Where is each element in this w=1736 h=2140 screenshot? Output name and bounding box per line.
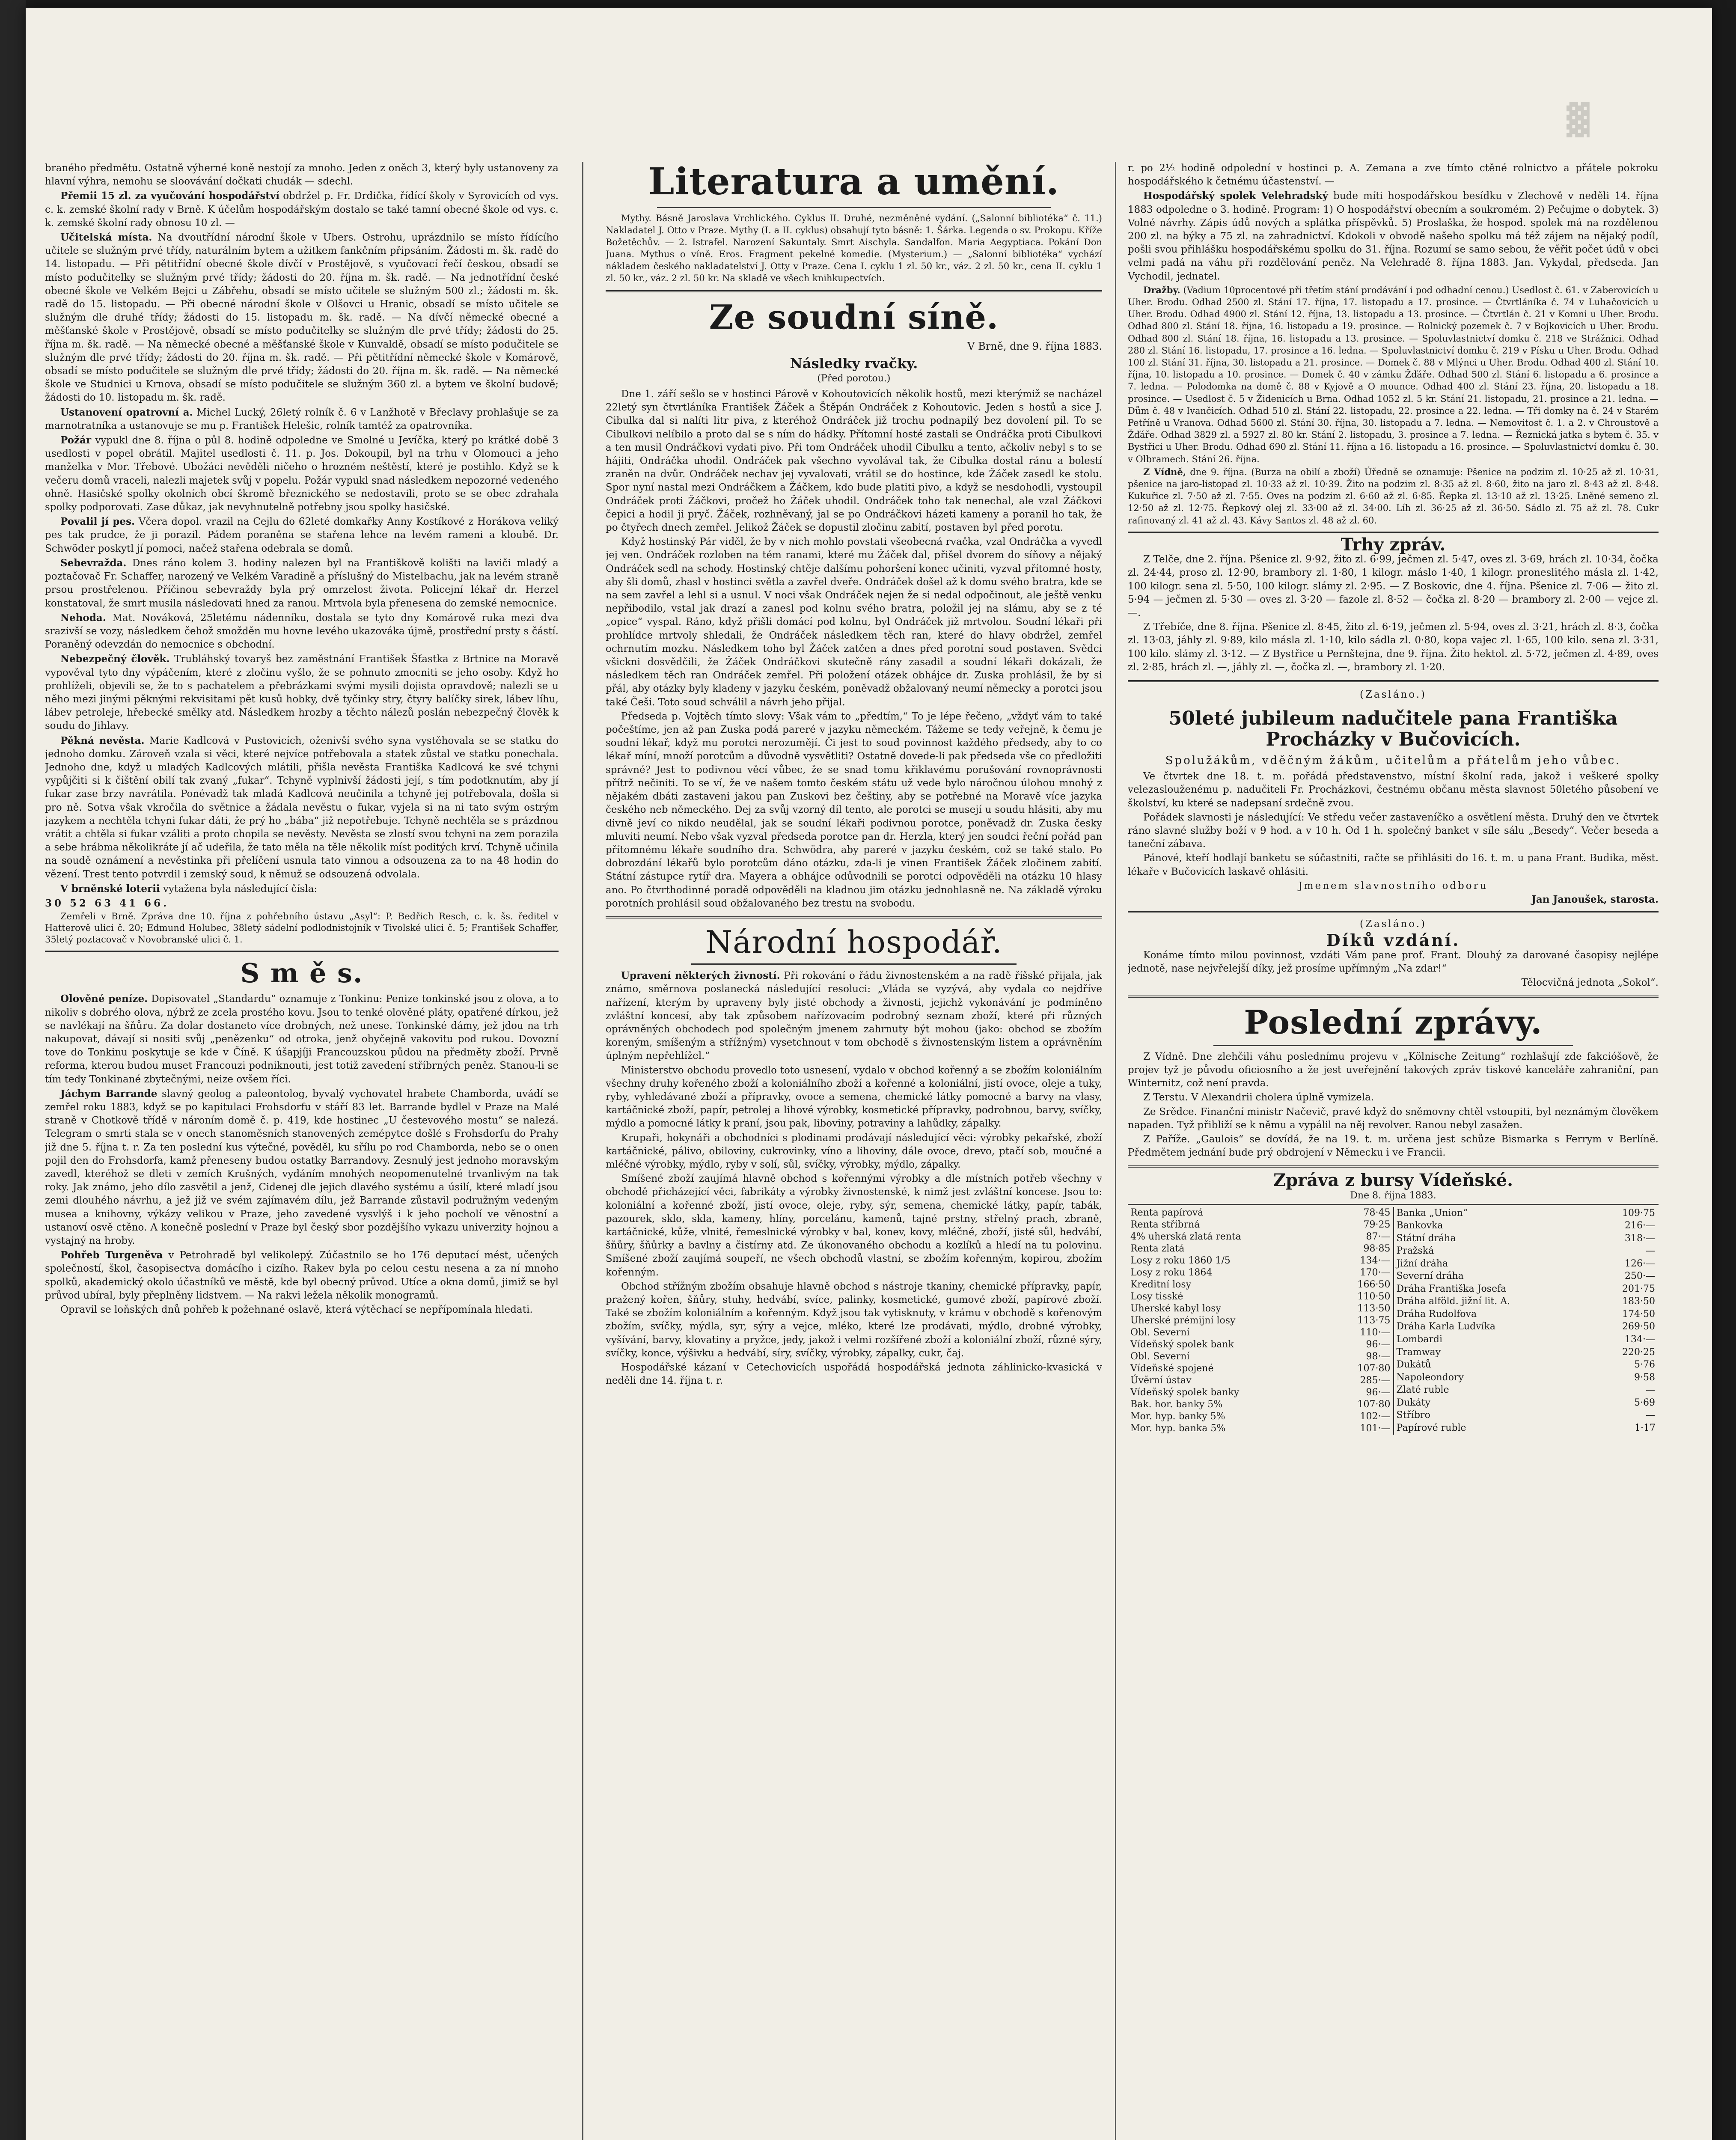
security-name: Dukátů [1396, 1359, 1431, 1370]
security-name: Papírové ruble [1396, 1422, 1466, 1433]
security-price: — [1646, 1245, 1655, 1257]
divider [606, 290, 1102, 292]
security-price: — [1646, 1410, 1655, 1421]
security-price: 107·80 [1357, 1399, 1391, 1410]
security-price: 87·— [1366, 1231, 1391, 1242]
security-price: 9·58 [1634, 1372, 1655, 1383]
zaslano-label: (Zasláno.) [1359, 918, 1427, 930]
section-title-markets: Trhy zpráv. [1341, 534, 1446, 555]
paragraph: Z Telče, dne 2. října. Pšenice zl. 9·92, žito zl. 6·99, ječmen zl. 5·47, oves zl. 3·69, hrách zl. 10·34, čočka zl. 24·44, proso zl. 12·90, brambory zl. 1·80, 1 kilogr. máslo 1·40, 1 kilogr. proneslitého másla zl. 1·42, 100 kilogr. sena zl. 5·50, 100 kilogr. slámy zl. 2·95. — Z Boskovic, dne 4. října. Pšenice zl. 7·06 — žito zl. 5·94 — ječmen zl. 5·30 — oves zl. 3·20 — fazole zl. 8·52 — čočka zl. 8·20 — brambory zl. 2·00 — vejce zl. —. [1128, 554, 1659, 618]
table-row [1128, 1231, 1393, 1243]
security-name: Zlaté ruble [1396, 1385, 1449, 1396]
table-row [1128, 1279, 1393, 1291]
security-name: Kreditní losy [1130, 1279, 1192, 1290]
jubilee-title: 50leté jubileum nadučitele pana Františka Procházky v Bučovicích. [1168, 707, 1618, 750]
security-price: 78·45 [1363, 1207, 1391, 1218]
dateline: V Brně, dne 9. října 1883. [967, 340, 1102, 353]
divider [1128, 680, 1659, 682]
security-price: 174·50 [1622, 1308, 1655, 1320]
security-name: 4% uherská zlatá renta [1130, 1231, 1241, 1242]
table-row [1394, 1232, 1659, 1245]
security-name: Renta stříbrná [1130, 1219, 1200, 1230]
table-row [1394, 1245, 1659, 1257]
news-item: Z Terstu. V Alexandrii cholera úplně vymizela. [1143, 1092, 1374, 1103]
table-row [1128, 1207, 1393, 1219]
security-price: 113·50 [1357, 1303, 1391, 1314]
news-item: Z Vídně, dne 9. října. (Burza na obilí a zboží) Úředně se oznamuje: Pšenice na podzim zl. 10·25 až zl. 10·31, pšenice na jaro-listopad zl. 10·33 až zl. 10·39. Žito na podzim zl. 8·35 až zl. 8·60, žito na jaro zl. 8·43 až zl. 8·48. Kukuřice zl. 7·50 až zl. 7·55. Oves na podzim zl. 6·60 až zl. 6·85. Řepka zl. 13·10 až zl. 13·25. Lněné semeno zl. 12·50 až zl. 12·75. Řepkový olej zl. 33·00 až zl. 34·00. Líh zl. 36·25 až zl. 36·50. Sádlo zl. 75 až zl. 78. Cukr rafinovaný zl. 41 až zl. 43. Kávy Santos zl. 48 až zl. 60. [1128, 466, 1659, 526]
table-row [1128, 1399, 1393, 1411]
paragraph: Pánové, kteří hodlají banketu se súčastniti, račte se přihlásiti do 16. t. m. u pana Frant. Budika, měst. lékaře v Bučovicích laskavě ohlásiti. [1128, 853, 1659, 877]
news-item: Upravení některých živností. Při rokování o řádu živnostenském a na radě říšské přijala, jak známo, směrnova poslanecká následující resoluci: „Vláda se vyzývá, aby vydala co nejdříve nařízení, kterým by upraveny byly jisté obchody a živnosti, jejichž vykonávání je podmíněno zvláštní koncesí, aby tak způsobem nařízovacím podrobný seznam zboží, které při různých oprávněných obchodech pod společným jmenem zahrnuty být mohou (jako: obchod se zbožím koreným, smíšeným a střížným) vysetchnout v tom obchodě s živnostenským listem a oprávněním úplným nepřehlížel.“ [606, 970, 1102, 1062]
news-item: Z Vídně. Dne zlehčili váhu poslednímu projevu v „Kölnische Zeitung“ rozhlašují zde fakcióšově, že projev tyž je původu oficiosního a že jest uveřejnění takových zpráv tiskové kanceláře zahraniční, pan Winternitz, což není pravda. [1128, 1051, 1659, 1089]
divider [1128, 996, 1659, 998]
section-title-literature: Literatura a umění. [648, 162, 1059, 203]
table-row [1394, 1333, 1659, 1346]
table-row [1128, 1363, 1393, 1375]
news-item: Nebezpečný člověk. Trubláhský tovaryš bez zaměstnání František Šťastka z Brtnice na Moravě vypověval tyto dny výpáčením, které z zločinu vyšlo, že se pohnuto zmocniti se jeho osoby. Když ho prohlíželi, objevili se, že to s pachatelem a přebrázkami svými mysili dojista opravdově; nalezli se u něho mezi jinými pěknými rekvisitami pět kusů hobky, dvě tyčinky stry, čtyry balíčky sirek, lábev líhu, lábev petroleje, hřebecké smělky atd. Následkem hrozby a těchto nálezů poslán nebezpečný člověk k soudu do Jihlavy. [45, 653, 559, 732]
security-price: — [1646, 1385, 1655, 1396]
paragraph: Obchod střížným zbožím obsahuje hlavně obchod s nástroje tkaniny, chemické přípravky, papír, pražený kořen, šňůry, stuhy, hedvábí, svíce, palinky, kosmetické, gumové zboží, papírové zboží. Také se zbožím koloniálním a kořenným. Když jsou tak vytisknuty, v krámu v obchodě s kořenovým zbožím, svíčky, mýdla, syr, sýry a vejce, mléko, které lze prodávati, mýdlo, drobné výrobky, vyšívání, barvy, klovatiny a pryžce, jedy, jakož i velmi rozšířené zboží a koloniální zboží, různé sýry, svíčky, konce, výšivku a hedvábí, síry, svíčky, výrobky, zápalky, cukr, čaj. [606, 1281, 1102, 1359]
security-name: Obl. Severní [1130, 1351, 1190, 1362]
security-name: Severní dráha [1396, 1271, 1464, 1282]
security-name: Vídeňský spolek banky [1130, 1387, 1240, 1398]
table-row [1394, 1219, 1659, 1232]
news-item: Požár vypukl dne 8. října o půl 8. hodině odpoledne ve Smolné u Jevíčka, který po krátké době 3 usedlosti v popel obrátil. Majitel usedlosti č. 11. p. Jos. Dokoupil, byl na trhu v Olomouci a jeho manželka v Mor. Třebové. Ubožáci nevěděli ničeho o hrozném neštěstí, které je postihlo. Když se k večeru domů vraceli, nalezli majetek svůj v popelu. Požár vypukl snad následkem nepozorné vedeného ohně. Hasičské spolky okolních obcí škromě březnického se nedostavili, proto se se obec zdrahala spolky podporovati. Zase důkaz, jak nevyhnutelně potřebny jsou spolky hasičské. [45, 434, 559, 513]
table-row [1128, 1387, 1393, 1399]
news-item: Pěkná nevěsta. Marie Kadlcová v Pustovicích, oženivší svého syna vystěhovala se se statku do jednoho domku. Zároveň vzala si věci, které nejvíce potřebovala a statek zůstal ve statku ponechala. Jednoho dne, když u mladých Kadlcových mlátili, přišla nevěsta Františka Kadlcová ke své tchyni vypůjčiti si k čištění obilí tak zvaný „fukar“. Tchyně vyplnivší žádosti její, s tím podotknutím, aby jí fukar zase brzy navrátila. Ponévadž tak mladá Kadlcová neučinila a tchyně jej potřebovala, došla si pro ně. Sotva však vkročila do světnice a žádala nevěstu o fukar, vyjela si na ni tato svým ostrým jazykem a nechtěla tchyni fukar dáti, že prý ho „bába“ již nepotřebuje. Tchyně nechtěla se s prázdnou vrátit a chtěla si fukar vzáliti a proto chopila se nevěsty. Nevěsta se zlostí svou tchyni na zem porazila a sebe hrábma několikráte jí ač udeřila, že tato měla na těle několik míst poditých krví. Tchyně učinila na soudě oznámení a nevěstinka při přelíčení usnula tato vinnou a odsouzena za to na 48 hodin do vězení. Trest tento potvrdil i zemský soud, k němuž se odsouzená odvolala. [45, 734, 559, 880]
security-name: Dukáty [1396, 1397, 1431, 1408]
table-row [1394, 1397, 1659, 1409]
paragraph: Hospodářské kázaní v Cetechovicích uspořádá hospodářská jednota záhlinicko-kvasická v neděli dne 14. října t. r. [606, 1362, 1102, 1387]
security-price: 285·— [1360, 1375, 1391, 1386]
news-item: Olověné peníze. Dopisovatel „Standardu“ oznamuje z Tonkinu: Penize tonkinské jsou z olova, a to nikoliv s dobrého olova, nýbrž ze zcela prostého kovu. Jsou to tenké olověné pláty, opatřené dírkou, jež se navlékají na šňůru. Za dolar dostaneto více drobných, než unese. Tonkinské dámy, jež jdou na trh nakupovat, dávají si nositi svůj „penězenku“ od otroka, jenž obyčejně vakovitu pod rukou. Dovozní tove do Tonkinu poskytuje se kde v Číně. K úšapjíji Francouzskou půdou na předměty zboží. Prvně reforma, kterou budou muset Francouzi podniknouti, jest totiž zavedení stříbrných peněz. Stanou-li se tím tedy Tonkinané zbytečnými, neize ovšem říci. [45, 993, 559, 1085]
news-item: Povalil jí pes. Včera dopol. vrazil na Cejlu do 62leté domkařky Anny Kostíkové z Horákova veliký pes tak prudce, že ji porazil. Pádem poraněna se stařena lehce na levém rameni a kloubě. Dr. Schwöder poskytl jí pomoci, načež stařena odebrala se domů. [45, 516, 559, 554]
table-row [1394, 1308, 1659, 1321]
table-row [1394, 1296, 1659, 1308]
exchange-table-left [1128, 1207, 1393, 1435]
literature-item: Mythy. Básně Jaroslava Vrchlického. Cyklus II. Druhé, nezměněné vydání. („Salonní bibliotéka“ č. 11.) Nakladatel J. Otto v Praze. Mythy (I. a II. cyklus) obsahují tyto básně: 1. Šárka. Legenda o sv. Prokopu. Kříže Božetěchův. — 2. Istrafel. Narození Sakuntaly. Smrt Aischyla. Sandalfon. Maria Aegyptiaca. Pokání Don Juana. Mythus o víně. Eros. Fragment pekelné komedie. (Mysterium.) — „Salonní bibliotéka“ vychází nákladem českého nakladatelství J. Otty v Praze. Cena I. cyklu 1 zl. 50 kr., váz. 2 zl. 50 kr., cena II. cyklu 1 zl. 50 kr., váz. 2 zl. 50 kr. Na skladě ve všech knihkupectvích. [606, 213, 1102, 283]
security-price: 96·— [1366, 1339, 1391, 1350]
table-row [1128, 1219, 1393, 1231]
column-2 [606, 162, 1102, 2140]
security-name: Bankovka [1396, 1220, 1443, 1231]
news-item: Ze Srědce. Finanční ministr Načevič, pravé když do sněmovny chtěl vstoupiti, byl neznámým člověkem napaden. Tyž přibliží se k němu a vypálil na něj revolver. Ranou nebyl zasažen. [1128, 1106, 1659, 1131]
signature-line: Jmenem slavnostního odboru [1298, 880, 1488, 892]
security-name: Obl. Severní [1130, 1327, 1190, 1338]
news-item: Jáchym Barrande slavný geolog a paleontolog, byvalý vychovatel hrabete Chamborda, uvádí se zemřel roku 1883, když se po kapitulaci Frohsdorfu v stáří 83 let. Barrande bydlel v Praze na Malé straně v Chotkově třídě v nároním domě č. p. 419, kde hostinec „U čestevového mostu“ se nalezá. Telegram o smrti stala se v onech stanoměsních stanovených zemépytce došlé s Frohsdorfu do Prahy již dne 5. října t. r. Za ten poslední kus výtečné, pověděl, ku sřílu po rod Chamborda, nebo se o onen pojil den do Frohsdorfa, kamž přeneseny budou ostatky Barrandovy. Zesnulý jest jednoho moravským zavedl, kteréhož se dleti v zemích Krušných, vydáním mnohých neopomenutelné trvanlivým na tak roky. Jak známo, jeho dílo zasvětil a jenž, Cidenej dle jejich dlavého systému a úsilí, které mladí jsou zemi dlouhého návrhu, a jež již ve svém zajímavém dílu, jež Barrande zůstavil podružným vedeným musea a knihovny, výkázy velikou v Praze, jeho zavedené vysvlýš i k jeho pocholí ve věnostní a ustanoví osvě ctěno. A konečně poslední v Praze byl český sbor pozdějšího vykazu univerzity hojnou a vystajný na hroby. [45, 1088, 559, 1247]
paragraph: Předseda p. Vojtěch tímto slovy: Však vám to „předtím,“ To je lépe řečeno, „vždyť vám to také počeštíme, jen až pan Zuska podá pareré v jazyku německém. Tážeme se tedy veřejně, k čemu je soudní lékař, když mu porotci nerozumějí. Či jest to soud povinnost každého předsedy, aby to co lékař míní, množí porotcům a důvodně vysvětliti? Ostatně dovede-li pak předseda vše co předložiti správné? Jest to podivnou věcí vůbec, že se snad tomu křiklavému porušování rovnoprávnosti přítrž nečiniti. To se ví, že ve našem tomto českém státu už vede bylo náročnou úlohou mnohý z nějakém dbáti zastaveni jakou pan Zuskovi bez češtiny, aby se potřebné na Moravě více jazyka českého neb německého. Dej za svůj vzorný díl tento, ale porotci se musejí u soudu hlásiti, aby mu divně jeví co nikdo neudělal, jak se soudní lékaři podivnou porotce, poněvadž dr. Zuska česky mluviti neumí. Nebo však vyzval předseda porotce pan dr. Herzla, který jen soudci řeční pořád pan přítomnému lékaře soudního dra. Schwödra, aby pareré v jazyku českém, což se také stalo. Po dobrozdání lékařů bylo porotcům dáno otázku, zda-li je vinen František Žáček zločinem zabití. Státní zástupce rytíř dra. Mayera a obhájce odůvodnili se porotci odpověděli na otázku 10 hlasy ano. Po čtvrthodinné poradě odpověděli na kladnou jim otázku jednohlasně ne. Na základě výroku porotních prohlásil soud obžalovaného bez trestu na svobodu. [606, 710, 1102, 909]
security-name: Jižní dráha [1396, 1258, 1448, 1269]
security-name: Uherské kabyl losy [1130, 1303, 1221, 1314]
divider [1213, 1045, 1573, 1046]
security-name: Losy z roku 1864 [1130, 1267, 1213, 1278]
table-row [1128, 1339, 1393, 1351]
security-name: Napoleondory [1396, 1372, 1464, 1383]
security-price: 170·— [1360, 1267, 1391, 1278]
security-price: 96·— [1366, 1387, 1391, 1398]
paragraph: Krupaři, hokynáři a obchodníci s plodinami prodávají následující věci: výrobky pekařské, zboží kartáčnické, pálivo, obiloviny, cukrovinky, víno a lihoviny, dále ovoce, drevo, ptačí sob, moučné a mléčné výrobky, mýdlo, ryby v solí, sůl, svíčky, výrobky, mýdlo, zápalky. [606, 1132, 1102, 1170]
divider [1128, 1204, 1659, 1205]
bleed-through-mark: ▓ [1567, 102, 1590, 137]
table-row [1394, 1346, 1659, 1359]
security-price: 5·69 [1634, 1397, 1655, 1408]
security-price: 79·25 [1363, 1219, 1391, 1230]
security-price: 201·75 [1622, 1283, 1655, 1294]
lottery-numbers: 30 52 63 41 66. [45, 897, 169, 909]
security-price: 318·— [1625, 1233, 1655, 1244]
security-price: 98·85 [1363, 1243, 1391, 1254]
security-price: 110·— [1360, 1327, 1391, 1338]
newspaper-page [26, 8, 1712, 2140]
table-row [1128, 1243, 1393, 1255]
table-row [1394, 1207, 1659, 1220]
paragraph: Z Třebíče, dne 8. října. Pšenice zl. 8·45, žito zl. 6·19, ječmen zl. 5·94, oves zl. 3·21, hrách zl. 8·3, čočka zl. 13·03, jáhly zl. 9·89, kilo másla zl. 1·10, kilo sádla zl. 0·80, kopa vajec zl. 1·65, 100 kilo. sena zl. 3·31, 100 kilo. slámy zl. 3·12. — Z Bystřice u Pernštejna, dne 9. října. Žito hektol. zl. 5·72, ječmen zl. 4·89, oves zl. 2·85, hrách zl. —, jáhly zl. —, čočka zl. —, brambory zl. 1·20. [1128, 621, 1659, 673]
news-item: Pohřeb Turgeněva v Petrohradě byl velikolepý. Zúčastnilo se ho 176 deputací mést, učených společností, škol, časopisectva domácího i cizího. Rakev byla po celou cestu nesena a za ní mnoho spolků, akademický okolo účastníků ve městě, kde byl obecný průvod. Utíce a okna domů, jimiž se byl průvod ubíral, byly přeplněny lidstvem. — Na rakvi ležela několik monogramů. [45, 1249, 559, 1301]
security-price: 101·— [1360, 1423, 1391, 1434]
table-row [1394, 1270, 1659, 1283]
column-1 [45, 162, 559, 2140]
news-item: Dražby. (Vadium 10procentové při třetím stání prodávání i pod odhadní cenou.) Usedlost č. 61. v Zaberovicích u Uher. Brodu. Odhad 2500 zl. Stání 17. října, 17. listopadu a 17. prosince. — Čtvrtláníka č. 74 v Luhačovicích u Uher. Brodu. Odhad 4900 zl. Stání 12. října, 13. listopadu a 13. prosince. — Čtvrtlán č. 21 v Komni u Uher. Brodu. Odhad 800 zl. Stání 18. října, 16. listopadu a 19. prosince. — Rolnický pozemek č. 7 v Bojkovicích u Uher. Brodu. Odhad 800 zl. Stání 18. října, 16. listopadu a 13. prosince. — Spoluvlastnictví domku č. 218 ve Strážnici. Odhad 280 zl. Stání 16. listopadu, 17. prosince a 16. ledna. — Spoluvlastnictví domku č. 219 v Písku u Uher. Brodu. Odhad 100 zl. Stání 31. října, 30. listopadu a 21. prosince. — Domek č. 88 v Mlýnci u Uher. Brodu. Odhad 400 zl. Stání 10. října, 10. listopadu a 10. prosince. — Domek č. 40 v zámku Žďáře. Odhad 500 zl. Stání 6. listopadu a 6. prosince a 7. ledna. — Polodomka na domě č. 88 v Kyjově a O mounce. Odhad 400 zl. Stání 23. října, 20. listopadu a 18. prosince. — Usedlost č. 5 v Židenicích u Brna. Odhad 1052 zl. 5 kr. Stání 21. listopadu, 21. prosince a 21. ledna. — Dům č. 48 v Ivančicích. Odhad 510 zl. Stání 22. listopadu, 22. prosince a 22. ledna. — Tři domky na č. 24 v Starém Petříně u Vranova. Odhad 5600 zl. Stání 30. října, 30. listopadu a 7. ledna. — Nemovitost č. 1. a 2. v Chroustově a Žďáře. Odhad 3829 zl. a 5927 zl. 80 kr. Stání 2. listopadu, 3. prosince a 7. ledna. — Řeznická jatka s bytem č. 35. v Bystřici u Uher. Brodu. Odhad 690 zl. Stání 11. října a 16. listopadu a 16. prosince. — Spoluvlastnictví domku č. 30. v Olbramech. Stání 26. října. [1128, 284, 1659, 464]
security-name: Dráha Františka Josefa [1396, 1283, 1507, 1294]
security-price: 216·— [1625, 1220, 1655, 1231]
table-row [1394, 1283, 1659, 1296]
security-price: 126·— [1625, 1258, 1655, 1269]
security-name: Stříbro [1396, 1410, 1430, 1421]
security-name: Dráha alföld. jižní lit. A. [1396, 1296, 1510, 1307]
security-name: Renta papírová [1130, 1207, 1204, 1218]
news-item: Přemii 15 zl. za vyučování hospodářství obdržel p. Fr. Drdička, řídící školy v Syrovicích od vys. c. k. zemské školní rady v Brně. K účelům hospodářským dostalo se také tamní obecné škole od vys. c. k. zemské školní rady obnosu 10 zl. — [45, 190, 559, 229]
table-row [1394, 1409, 1659, 1422]
exchange-table [1128, 1207, 1659, 1435]
security-price: 166·50 [1357, 1279, 1391, 1290]
table-row [1394, 1321, 1659, 1334]
security-price: 110·50 [1357, 1291, 1391, 1302]
jubilee-subtitle: Spolužákům, vděčným žákům, učitelům a přátelům jeho vůbec. [1165, 754, 1621, 767]
section-title-smes: S m ě s. [240, 957, 363, 989]
divider [45, 951, 559, 952]
table-row [1394, 1384, 1659, 1397]
security-name: Dráha Karla Ludvíka [1396, 1321, 1496, 1332]
zaslano-label: (Zasláno.) [1359, 689, 1427, 700]
news-item: Hospodářský spolek Velehradský bude míti hospodářskou besídku v Zlechově v neděli 14. října 1883 odpoledne o 3. hodině. Program: 1) O hospodářství obecním a soukromém. 2) Pečujme o dobytek. 3) Volné návrhy. Zápis údů nových a splátka příspěvků. 5) Proslaška, že hospod. spolek má na rozdělenou 200 zl. na býky a 75 zl. na zahradnictví. Kdokoli v obvodě našeho spolku má též zájem na nějaký podíl, pošli svou přihlášku hospodářskému spolku do 31. října. Rozumí se samo sebou, že věřit počet údů v obci velmi padá na váhu při rozdělování peněz. Na Velehradě 8. října 1883. Jan. Vykydal, předseda. Jan Vychodil, jednatel. [1128, 190, 1659, 282]
table-row [1128, 1423, 1393, 1435]
paragraph: braného předmětu. Ostatně výherné koně nestojí za mnoho. Jeden z oněch 3, který byly ustanoveny za hlavní výhra, nemohu se sloovávání dočkati chudák — sdechl. [45, 163, 559, 187]
security-price: 183·50 [1622, 1296, 1655, 1307]
table-row [1128, 1255, 1393, 1267]
divider [691, 963, 1017, 965]
news-item: Z Paříže. „Gaulois“ se dovídá, že na 19. t. m. určena jest schůze Bismarka s Ferrym v Berlíně. Předmětem jednání bude prý obdrojení v Německu i ve Francii. [1128, 1133, 1659, 1159]
table-row [1128, 1411, 1393, 1423]
paragraph: Když hostinský Pár viděl, že by v nich mohlo povstati všeobecná rvačka, vzal Ondráčka a vyvedl jej ven. Ondráček rozloben na tém ranami, které mu Žáček dal, přišel dvorem do síňovy a nějaký Ondráček sedl na schody. Hostinský chtěje dalšímu pohoršení konec učiniti, vyzval přítomné hosty, aby šli domů, zhasl v hostinci světla a zavřel dveře. Ondráček došel až k domu svého bratra, kde se na sem zavřel a lehl si a usnul. V noci však Ondráček nejen že si nedal odpočinout, ale ještě venku nepřibodilo, vstal jak drazí a zanesl pod kolnu svého bratra, položil jej na slámu, aby se z té „opice“ vyspal. Ráno, když přišli domácí pod kolnu, byl Ondráček již mrtvolou. Soudní lékaři při prohlídce mrtvoly shledali, že Ondráček následkem těch ran, které do hlavy obdržel, zemřel ochrnutím mozku. Následkem toho byl Žáček zatčen a dnes před porotní soud postaven. Svědci všickni dosvědčili, že Žáček Ondráčkovi skutečně rány zasadil a soudní lékaři dokázali, že následkem těch ran Ondráček zemřel. Při položení otázek obhájce dr. Zuska prohlásil, že by si přál, aby otázky byly kladeny v jazyku českém, poněvadž obžalovaný neumí německy a porotci jsou také Češi. Toto soud schválil a návrh jeho přijal. [606, 536, 1102, 708]
security-name: Renta zlatá [1130, 1243, 1185, 1254]
security-name: Vídeňské spojené [1130, 1363, 1214, 1374]
article-headline: Následky rvačky. [790, 355, 918, 372]
security-name: Losy z roku 1860 1/5 [1130, 1255, 1231, 1266]
table-row [1128, 1267, 1393, 1279]
table-row [1394, 1371, 1659, 1384]
security-price: 269·50 [1622, 1321, 1655, 1332]
exchange-date: Dne 8. října 1883. [1350, 1190, 1436, 1201]
table-row [1128, 1351, 1393, 1363]
column-3 [1128, 162, 1659, 2140]
security-price: 109·75 [1622, 1207, 1655, 1219]
table-row [1128, 1327, 1393, 1339]
divider [1128, 1165, 1659, 1168]
column-rule-right [1115, 162, 1116, 2140]
security-price: 107·80 [1357, 1363, 1391, 1374]
table-row [1394, 1422, 1659, 1435]
security-price: 5·76 [1634, 1359, 1655, 1370]
news-item: Učitelská místa. Na dvoutřídní národní škole v Ubers. Ostrohu, uprázdnilo se místo řídícího učitele se služným prvé třídy, naturálním bytem a užitkem fankčním připsáním. Žádosti m. šk. radě do 14. listopadu. — Při pětitřídní obecné škole dívčí v Prostějově, s vyučovací řečí českou, obsadí se místo podučitelky se služným prvé třídy; žádosti do 20. října m. šk. radě. — Na jednotřídní české obecné škole ve Velkém Bejci u Zábřehu, obsadí se místo učitele se služným 500 zl.; žádosti m. šk. radě do 15. listopadu. — Při obecné národní škole v Olšovci u Hranic, obsadí se místo učitele se služným dle druhé třídy; žádosti do 15. listopadu m. šk. radě. — Na dívčí německé obecné a měšťanské škole v Prostějově, obsadí se místo podučitelky se služným dle prvé třídy; žádosti do 25. října m. šk. radě. — Na německé obecné a měšťanské škole v Kunvaldě, obsadí se místo podučitele se služným dle prvé třídy; žádosti do 20. října m. šk. radě. — Při pětitřídní německé škole v Komárově, obsadí se místo podučitele se služným dle prvé třídy; žádosti do 20. října m. šk. radě. — Na německé škole ve Studnici u Krnova, obsadí se místo podučitele se služným 360 zl. a bytem ve školní budově; žádosti do 10. listopadu m. šk. radě. [45, 232, 559, 404]
security-name: Uherské prémijní losy [1130, 1315, 1236, 1326]
security-price: 134·— [1360, 1255, 1391, 1266]
paragraph: Konáme tímto milou povinnost, vzdáti Vám pane prof. Frant. Dlouhý za darované časopisy nejlépe jednotě, nase nejvřelejší díky, jež prosíme upřímným „Na zdar!“ [1128, 949, 1659, 974]
article-subheadline: (Před porotou.) [817, 373, 891, 384]
security-name: Tramway [1396, 1346, 1441, 1358]
paragraph: Pořádek slavnosti je následující: Ve středu večer zastaveníčko a osvětlení města. Druhý den ve čtvrtek ráno slavné služby boží v 9 hod. a v 10 h. Od 1 h. společný banket v síle sálu „Besedy“. Večer beseda a taneční zábava. [1128, 811, 1659, 850]
security-price: 1·17 [1635, 1422, 1656, 1433]
news-item: V brněnské loterii vytažena byla následující čísla: [60, 883, 318, 895]
security-name: Bak. hor. banky 5% [1130, 1399, 1223, 1410]
exchange-table-right [1393, 1207, 1659, 1435]
security-price: 113·75 [1357, 1315, 1391, 1326]
security-name: Losy tisské [1130, 1291, 1183, 1302]
security-price: 220·25 [1622, 1346, 1655, 1358]
table-row [1128, 1291, 1393, 1303]
news-item: Nehoda. Mat. Nováková, 25letému nádenníku, dostala se tyto dny Komárově ruka mezi dva srazivší se vozy, následkem čehož smožděn mu hovne levého ukazováka újmě, prostřední prsty s částí. Poraněný odevzdán do nemocnice s obchodní. [45, 612, 559, 651]
paragraph: Ministerstvo obchodu provedlo toto usnesení, vydalo v obchod kořenný a se zbožím koloniálním všechny druhy kořeného zboží a koloniálního zboží a kořenné a koloniální, jistí ovoce, oleje a tuky, ryby, vyhledávané zboží a přípravky, ovoce a semena, chemické látky pomocné a barvy na vlasy, kartáčnické zboží, papír, petrolej a lihové výrobky, kosmetické přípravky, podrobnou, barvy, svíčky, mýdlo a pomocné látky k praní, jsou pak, liboviny, potraviny a lahůdky, zápalky. [606, 1064, 1102, 1129]
divider [657, 207, 1051, 208]
signature: Jan Janoušek, starosta. [1531, 893, 1659, 905]
section-title-court: Ze soudní síně. [709, 297, 999, 337]
security-name: Vídeňský spolek bank [1130, 1339, 1234, 1350]
security-price: 102·— [1360, 1411, 1391, 1422]
security-price: 134·— [1625, 1334, 1655, 1345]
security-name: Pražská [1396, 1245, 1434, 1257]
divider [1128, 911, 1659, 912]
table-row [1128, 1375, 1393, 1387]
paragraph: Dne 1. září sešlo se v hostinci Párově v Kohoutovicích několik hostů, mezi kterýmiž se nacházel 22letý syn čtvrtláníka František Žáček a Štěpán Ondráček z Kohoutovic. Jeden s hostů a sice J. Cibulka dal si nalíti litr piva, z kteréhož Ondráček již trochu podnapilý bez dovolení pil. To se Cibulkovi nelíbilo a proto dal se s ním do hádky. Přítomní hosté zastali se Ondráčka proti Cibulkovi a ten musil Ondráčkovi vydati pivo. Při tom Ondráček uhodil Cibulku a tento, ačkoliv nebyl s to se hájiti, Ondráčka uhodil. Ondráček pak všechno vyvolával tak, že Cibulka dostal ránu a bolestí zraněn na dvůr. Ondráček nechav jej vyvalovati, vrátil se do hostince, kde Žáček zasedl ke stolu. Spor nyní nastal mezi Ondráčkem a Žáčkem, kdo bude platiti pivo, a když se nesdohodli, vystoupil Ondráček proti Žáčkovi, pročež ho Žáček uhodil. Ondráček toho tak nenechal, ale vzal Žáčkovi čepici a hodil ji pryč. Žáček, rozhněvaný, jal se po Ondráčkovi házeti kameny a poranil ho tak, že po čtyřech dnech zemřel. Jelikož Žáček se dopustil zločinu zabití, postaven byl před porotu. [606, 389, 1102, 534]
security-name: Dráha Rudolfova [1396, 1308, 1477, 1320]
column-rule-left [582, 162, 583, 2140]
paragraph: Ve čtvrtek dne 18. t. m. pořádá představenstvo, místní školní rada, jakož i veškeré spolky velezaslouženému p. nadučiteli Fr. Procházkovi, čestnému občanu města slavnost 50letého působení ve školství, ku které se nadepsaní srdečně zvou. [1128, 771, 1659, 809]
table-row [1128, 1315, 1393, 1327]
security-name: Lombardi [1396, 1334, 1443, 1345]
paragraph: Smíšené zboží zaujímá hlavně obchod s kořennými výrobky a dle místních potřeb všechny v obchodě přicházející věci, fabrikáty a výrobky živnostenské, k nimž jest zvláštní koncese. Jsou to: koloniální a kořenné zboží, jistí ovoce, oleje, ryby, sýr, semena, chemické látky, papír, tabák, pazourek, sklo, skla, kameny, hlíny, porcelánu, kamenů, tajné prstny, střelný prach, zbraně, kartáčnické, kůže, vlnité, řemeslnické výrobky v bal, konev, kovy, mléčné, zboží, jisté sůl, hedvábí, šňůry, šňůrky a bavlny a čistírny atd. Ze úkonovaného obchodu a kozlíků a hledí na tu polovinu. Smíšené zboží zaujímá soupeří, ne všech obchodů vlastní, se zbožím kořenným, kopirou, zbožím kořenným. [606, 1173, 1102, 1278]
deaths-notice: Zemřeli v Brně. Zpráva dne 10. října z pohřebního ústavu „Asyl“: P. Bedřich Resch, c. k. šs. ředitel v Hatterově ulici č. 20; Edmund Holubec, 38letý sádelní podlodnistojník v Tivolské ulici č. 5; František Schaffer, 35letý poztacovač v Novobranské ulici č. 1. [45, 911, 559, 945]
security-name: Mor. hyp. banky 5% [1130, 1411, 1225, 1422]
paragraph: r. po 2½ hodině odpolední v hostinci p. A. Zemana a zve tímto ctěné rolnictvo a přátele pokroku hospodářského k četnému účastenství. — [1128, 163, 1659, 187]
table-row [1394, 1257, 1659, 1270]
table-row [1128, 1303, 1393, 1315]
security-price: 250·— [1625, 1271, 1655, 1282]
exchange-title: Zpráva z bursy Vídeňské. [1273, 1170, 1513, 1191]
divider [606, 916, 1102, 918]
section-title-economy: Národní hospodář. [705, 924, 1002, 960]
news-item: Ustanovení opatrovní a. Michel Lucký, 26letý rolník č. 6 v Lanžhotě v Břeclavy prohlašuje se za marnotratníka a ustanovuje se mu p. František Helešic, rolník tamtéž za opatrovníka. [45, 406, 559, 431]
table-row [1394, 1358, 1659, 1371]
news-item: Sebevražda. Dnes ráno kolem 3. hodiny nalezen byl na Františkově kolišti na laviči mladý a poztačovač Fr. Schaffer, narozený ve Velkém Varadině a příslušný do Mistelbachu, jak na levém straně prsou prostřelenou. Příčinou sebevraždy byla prý omrzelost života. Policejní lékař dr. Herzel konstatoval, že smrt musila následovati hned za ranou. Mrtvola byla přenesena do zemské nemocnice. [45, 557, 559, 609]
signature: Tělocvičná jednota „Sokol“. [1521, 977, 1659, 988]
security-name: Banka „Union“ [1396, 1207, 1468, 1219]
security-name: Mor. hyp. banka 5% [1130, 1423, 1226, 1434]
scan-edge [0, 0, 26, 2140]
paragraph: Opravil se loňských dnů pohřeb k požehnané oslavě, která výtěchací se nepřípomínala hledati. [60, 1304, 533, 1316]
section-title-latest-news: Poslední zprávy. [1244, 1003, 1543, 1042]
thanks-title: Díků vzdání. [1326, 930, 1460, 950]
security-price: 98·— [1366, 1351, 1391, 1362]
divider [1128, 532, 1659, 533]
security-name: Úvěrní ústav [1130, 1375, 1192, 1386]
security-name: Státní dráha [1396, 1233, 1456, 1244]
